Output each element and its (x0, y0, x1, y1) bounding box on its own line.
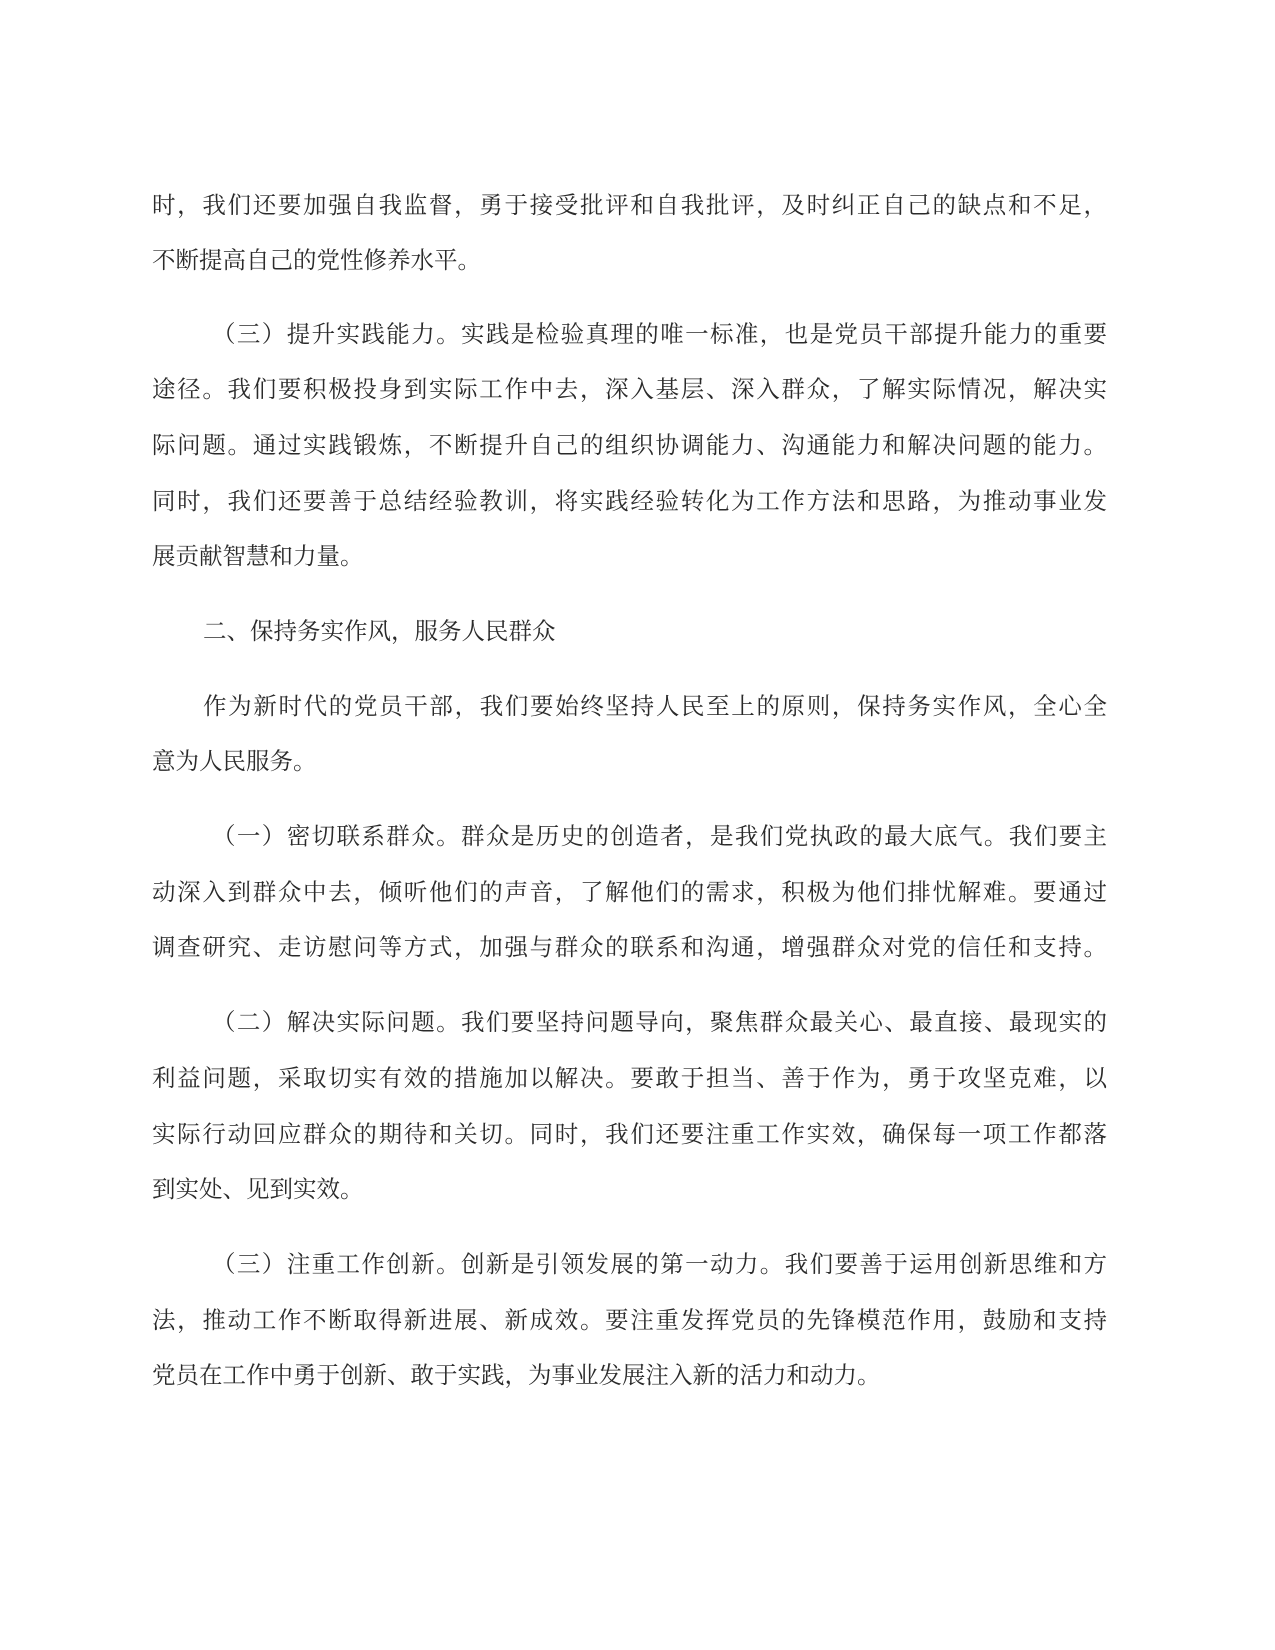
paragraph-line: 不断提高自己的党性修养水平。 (152, 246, 481, 274)
paragraph-line: 展贡献智慧和力量。 (152, 542, 364, 570)
paragraph-line: 途径。我们要积极投身到实际工作中去，深入基层、深入群众，了解实际情况，解决实 (152, 375, 1107, 403)
paragraph-line: （一）密切联系群众。群众是历史的创造者，是我们党执政的最大底气。我们要主 (212, 822, 1107, 850)
paragraph-line: 时，我们还要加强自我监督，勇于接受批评和自我批评，及时纠正自己的缺点和不足， (152, 191, 1107, 219)
paragraph-line: 作为新时代的党员干部，我们要始终坚持人民至上的原则，保持务实作风，全心全 (203, 692, 1107, 720)
paragraph-line: （二）解决实际问题。我们要坚持问题导向，聚焦群众最关心、最直接、最现实的 (212, 1008, 1107, 1036)
paragraph-line: 利益问题，采取切实有效的措施加以解决。要敢于担当、善于作为，勇于攻坚克难，以 (152, 1064, 1107, 1092)
paragraph-line: 意为人民服务。 (152, 747, 317, 775)
paragraph-line: 实际行动回应群众的期待和关切。同时，我们还要注重工作实效，确保每一项工作都落 (152, 1120, 1107, 1148)
paragraph-line: 法，推动工作不断取得新进展、新成效。要注重发挥党员的先锋模范作用，鼓励和支持 (152, 1306, 1107, 1334)
paragraph-line: 同时，我们还要善于总结经验教训，将实践经验转化为工作方法和思路，为推动事业发 (152, 487, 1107, 515)
paragraph-line: （三）注重工作创新。创新是引领发展的第一动力。我们要善于运用创新思维和方 (212, 1250, 1107, 1278)
paragraph-line: 调查研究、走访慰问等方式，加强与群众的联系和沟通，增强群众对党的信任和支持。 (152, 933, 1107, 961)
paragraph-line: 际问题。通过实践锻炼，不断提升自己的组织协调能力、沟通能力和解决问题的能力。 (152, 431, 1107, 459)
paragraph-line: 到实处、见到实效。 (152, 1175, 364, 1203)
document-page (152, 0, 1107, 1650)
paragraph-line: 党员在工作中勇于创新、敢于实践，为事业发展注入新的活力和动力。 (152, 1361, 881, 1389)
section-heading: 二、保持务实作风，服务人民群众 (203, 617, 556, 645)
paragraph-line: 动深入到群众中去，倾听他们的声音，了解他们的需求，积极为他们排忧解难。要通过 (152, 878, 1107, 906)
paragraph-line: （三）提升实践能力。实践是检验真理的唯一标准，也是党员干部提升能力的重要 (212, 320, 1107, 348)
